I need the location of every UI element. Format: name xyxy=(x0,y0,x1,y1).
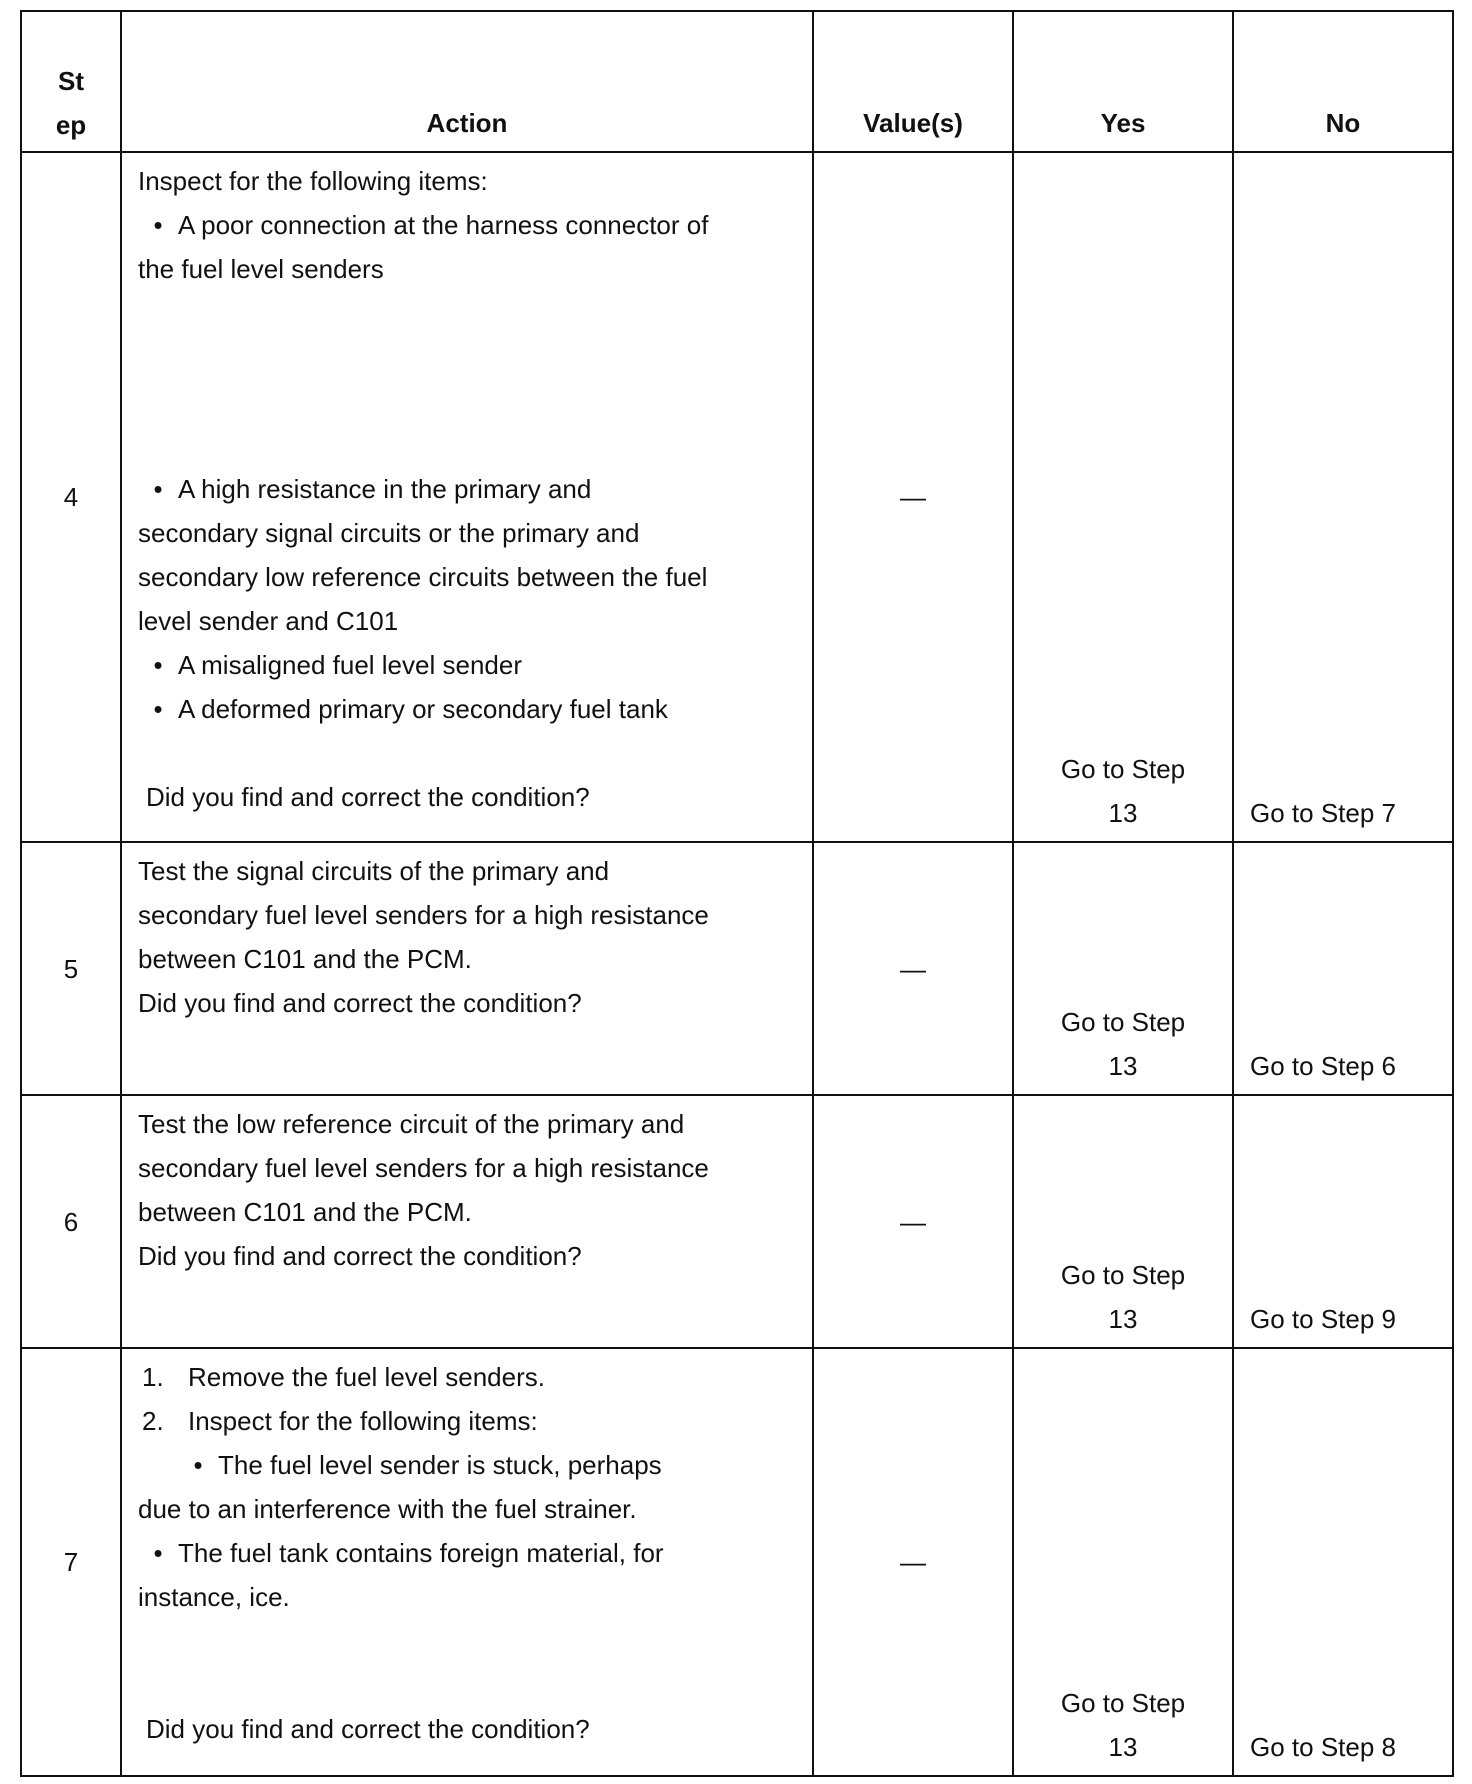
header-row xyxy=(21,11,1453,152)
action-cell xyxy=(121,152,813,842)
action-header: Action xyxy=(121,11,813,152)
list-item: • The fuel tank contains foreign material, for xyxy=(138,1531,802,1575)
action-text: secondary signal circuits or the primary and xyxy=(138,518,640,548)
action-text: instance, ice. xyxy=(138,1582,290,1612)
yes-cell: Go to Step 13 xyxy=(1013,1348,1233,1776)
value-cell: — xyxy=(813,152,1013,842)
step-number: 4 xyxy=(21,152,121,842)
question-text: Did you find and correct the condition? xyxy=(146,782,590,812)
bullet-icon: • xyxy=(153,210,163,240)
action-cell xyxy=(121,842,813,1095)
action-text: Test the low reference circuit of the primary and xyxy=(138,1109,685,1139)
action-text: secondary low reference circuits between the fuel xyxy=(138,562,708,592)
step-header xyxy=(21,11,121,152)
action-text: between C101 and the PCM. xyxy=(138,944,472,974)
action-text: secondary fuel level senders for a high resistance xyxy=(138,1153,709,1183)
action-cell xyxy=(121,1348,813,1776)
list-item: 1. Remove the fuel level senders. xyxy=(142,1362,545,1392)
yes-header: Yes xyxy=(1013,11,1233,152)
question-text: Did you find and correct the condition? xyxy=(138,1241,582,1271)
table-row xyxy=(21,1095,1453,1348)
question-text: Did you find and correct the condition? xyxy=(138,988,582,1018)
table-row xyxy=(21,842,1453,1095)
action-text: the fuel level senders xyxy=(138,254,384,284)
action-text: Inspect for the following items: xyxy=(138,166,488,196)
no-cell: Go to Step 8 xyxy=(1233,1348,1453,1776)
step-number: 7 xyxy=(21,1348,121,1776)
diagnostic-table xyxy=(20,10,1454,1777)
list-item: • A deformed primary or secondary fuel tank xyxy=(138,687,802,731)
list-item: • A high resistance in the primary and xyxy=(138,467,802,511)
table-row xyxy=(21,1348,1453,1776)
bullet-icon: • xyxy=(153,694,163,724)
value-cell: — xyxy=(813,1348,1013,1776)
yes-cell: Go to Step 13 xyxy=(1013,842,1233,1095)
yes-cell: Go to Step 13 xyxy=(1013,1095,1233,1348)
bullet-icon: • xyxy=(153,650,163,680)
action-text: Test the signal circuits of the primary and xyxy=(138,856,610,886)
step-header-line1: St xyxy=(58,66,84,96)
step-number: 6 xyxy=(21,1095,121,1348)
step-number: 5 xyxy=(21,842,121,1095)
values-header: Value(s) xyxy=(813,11,1013,152)
value-cell: — xyxy=(813,1095,1013,1348)
no-cell: Go to Step 9 xyxy=(1233,1095,1453,1348)
no-cell: Go to Step 6 xyxy=(1233,842,1453,1095)
no-header: No xyxy=(1233,11,1453,152)
step-header-line2: ep xyxy=(55,110,87,140)
action-text: between C101 and the PCM. xyxy=(138,1197,472,1227)
list-item: • A poor connection at the harness connector of xyxy=(138,203,802,247)
action-cell xyxy=(121,1095,813,1348)
list-item: • A misaligned fuel level sender xyxy=(138,643,802,687)
table-row xyxy=(21,152,1453,842)
list-item: 2. Inspect for the following items: xyxy=(142,1406,538,1436)
yes-cell: Go to Step 13 xyxy=(1013,152,1233,842)
value-cell: — xyxy=(813,842,1013,1095)
action-text: due to an interference with the fuel strainer. xyxy=(138,1494,637,1524)
bullet-icon: • xyxy=(153,474,163,504)
bullet-icon: • xyxy=(153,1538,163,1568)
bullet-icon: • xyxy=(193,1450,203,1480)
question-text: Did you find and correct the condition? xyxy=(146,1714,590,1744)
list-item: • The fuel level sender is stuck, perhaps xyxy=(138,1443,802,1487)
action-text: secondary fuel level senders for a high resistance xyxy=(138,900,709,930)
no-cell: Go to Step 7 xyxy=(1233,152,1453,842)
action-text: level sender and C101 xyxy=(138,606,399,636)
